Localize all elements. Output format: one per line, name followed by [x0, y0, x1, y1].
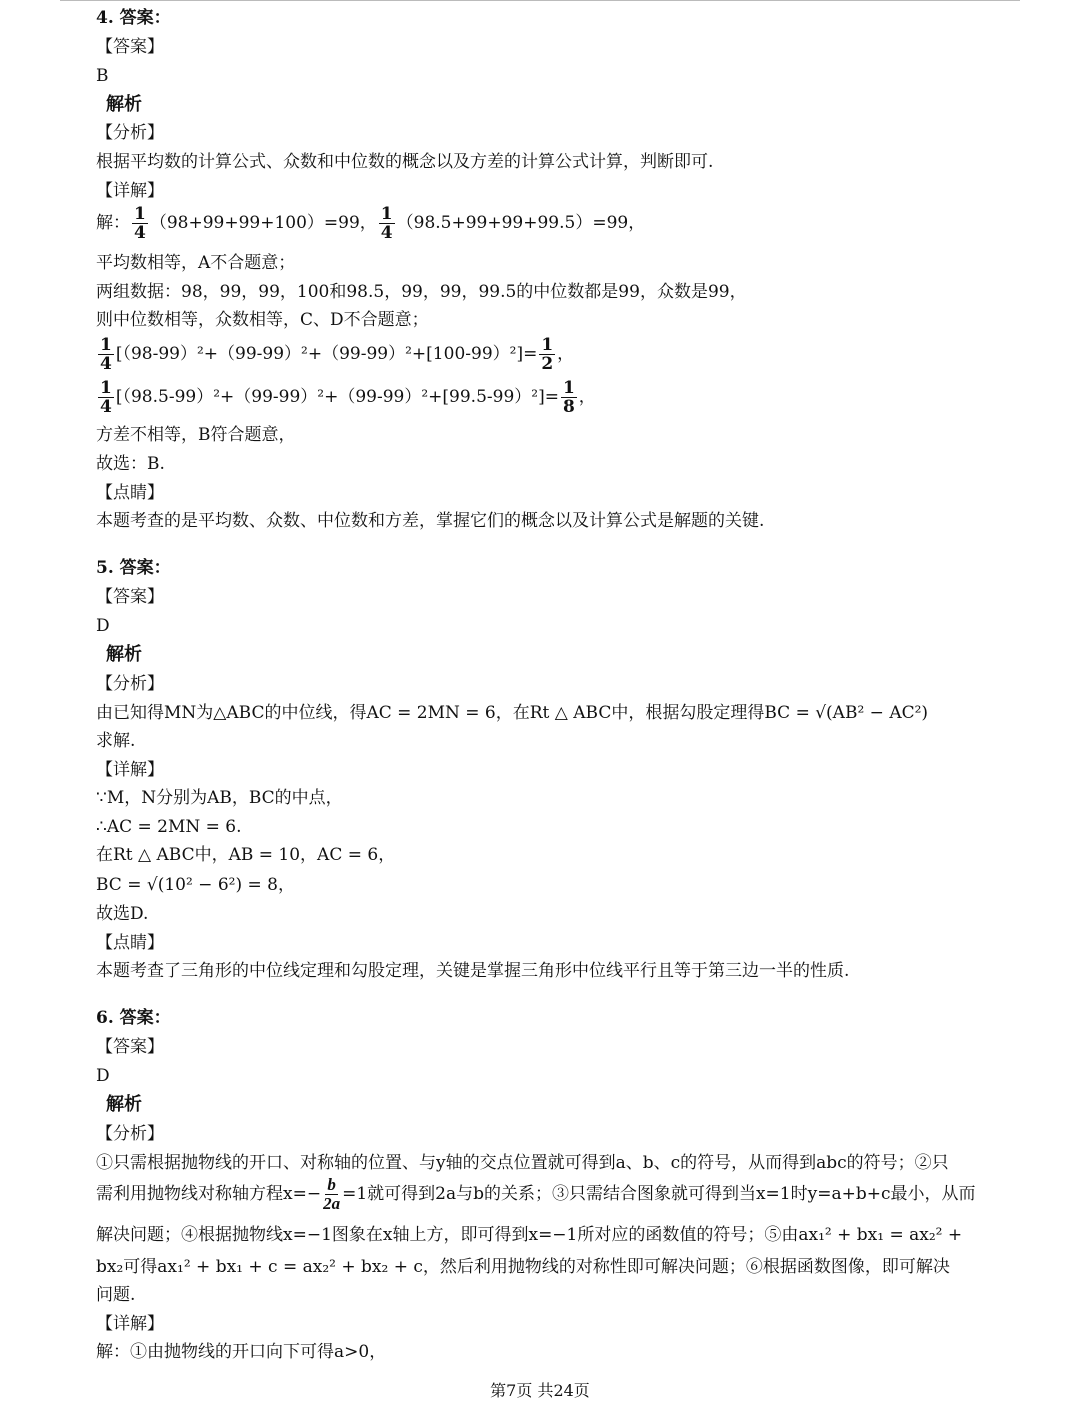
denominator: 4 — [100, 397, 112, 417]
q5-analysis-2: 求解. — [96, 731, 136, 751]
denominator: 2a — [323, 1194, 341, 1213]
text: 解： — [96, 213, 130, 233]
q4-variance-2: $\frac{1}{4}$ [（98.5-99）²+（99-99）²+（99-99）²+[99.5-99）²]= $\frac{1}{8}$ ， — [100, 378, 596, 417]
q4-jiexi: 解析 — [106, 94, 142, 115]
q5-detail-4: BC = √(10² − 6²) = 8， — [96, 875, 295, 895]
numerator: b — [327, 1175, 336, 1194]
denominator: 4 — [134, 223, 146, 243]
text: （98+99+99+100）=99， — [149, 213, 377, 233]
fraction — [561, 379, 577, 416]
text: [（98-99）²+（99-99）²+（99-99）²+[100-99）²]= — [115, 344, 538, 364]
q6-analysis-1: ①只需根据抛物线的开口、对称轴的位置、与y轴的交点位置就可得到a、b、c的符号，从而得到abc的符号；②只 — [96, 1153, 949, 1173]
top-divider — [60, 0, 1020, 1]
numerator: 1 — [541, 335, 554, 355]
fraction — [379, 205, 395, 242]
q5-comment: 本题考查了三角形的中位线定理和勾股定理，关键是掌握三角形中位线平行且等于第三边一半的性质. — [96, 961, 850, 981]
q4-analysis: 根据平均数的计算公式、众数和中位数的概念以及方差的计算公式计算，判断即可. — [96, 152, 714, 172]
fraction — [98, 379, 114, 416]
q5-title: 5. 答案： — [96, 558, 171, 578]
q4-detail-line2: 平均数相等，A不合题意； — [96, 253, 296, 273]
q4-detail-line3: 两组数据：98，99，99，100和98.5，99，99，99.5的中位数都是99，众数是99， — [96, 282, 747, 302]
q6-title: 6. 答案： — [96, 1008, 171, 1028]
q5-answer-tag: 【答案】 — [96, 587, 164, 607]
denominator: 8 — [562, 397, 575, 417]
numerator: 1 — [100, 378, 112, 398]
q4-title: 4. 答案： — [96, 8, 171, 28]
numerator: 1 — [100, 335, 112, 355]
q5-detail-2: ∴AC = 2MN = 6. — [96, 817, 242, 837]
q4-detail-line1 — [96, 205, 645, 242]
fraction — [132, 205, 148, 242]
q6-analysis-4: bx₂可得ax₁² + bx₁ + c = ax₂² + bx₂ + c，然后利用抛物线的对称性即可解决问题；⑥根据函数图像，即可解决 — [96, 1257, 950, 1277]
text: 需利用抛物线对称轴方程x=− — [96, 1184, 322, 1204]
q5-comment-tag: 【点睛】 — [96, 933, 164, 953]
q6-analysis-tag: 【分析】 — [96, 1124, 164, 1144]
q4-comment: 本题考查的是平均数、众数、中位数和方差，掌握它们的概念以及计算公式是解题的关键. — [96, 511, 765, 531]
q5-jiexi: 解析 — [106, 644, 142, 665]
fraction — [98, 336, 114, 373]
q5-detail-tag: 【详解】 — [96, 760, 164, 780]
q5-detail-5: 故选D. — [96, 904, 149, 924]
q6-analysis-5: 问题. — [96, 1285, 136, 1305]
q4-answer-tag: 【答案】 — [96, 37, 164, 57]
page-number: 第7页 共24页 — [490, 1381, 590, 1400]
denominator: 4 — [100, 354, 112, 374]
q4-variance-1: $\frac{1}{4}$ [（98-99）²+（99-99）²+（99-99）²+[100-99）²]= $\frac{1}{2}$ ， — [100, 335, 575, 374]
q6-jiexi: 解析 — [106, 1094, 142, 1115]
q6-detail-tag: 【详解】 — [96, 1314, 164, 1334]
q4-detail-tag: 【详解】 — [96, 181, 164, 201]
q6-analysis-2 — [96, 1176, 976, 1213]
q4-answer: B — [96, 66, 109, 86]
text: [（98.5-99）²+（99-99）²+（99-99）²+[99.5-99）²]= — [115, 387, 559, 407]
q6-analysis-3: 解决问题；④根据抛物线x=−1图象在x轴上方，即可得到x=−1所对应的函数值的符号；⑤由ax₁² + bx₁ = ax₂² + — [96, 1225, 963, 1245]
q5-analysis-tag: 【分析】 — [96, 674, 164, 694]
fraction — [323, 1176, 340, 1213]
denominator: 4 — [380, 223, 393, 243]
numerator: 1 — [562, 378, 575, 398]
q4-comment-tag: 【点睛】 — [96, 483, 164, 503]
q4-analysis-tag: 【分析】 — [96, 123, 164, 143]
numerator: 1 — [134, 204, 146, 224]
denominator: 2 — [541, 354, 554, 374]
q5-detail-3: 在Rt △ ABC中，AB = 10，AC = 6， — [96, 845, 396, 865]
q4-detail-line7: 方差不相等，B符合题意， — [96, 425, 296, 445]
q4-detail-line4: 则中位数相等，众数相等，C、D不合题意； — [96, 310, 429, 330]
q5-detail-1: ∵M，N分别为AB，BC的中点， — [96, 788, 343, 808]
text: =1就可得到2a与b的关系；③只需结合图象就可得到当x=1时y=a+b+c最小，从而 — [342, 1184, 976, 1204]
q5-analysis-1: 由已知得MN为△ABC的中位线，得AC = 2MN = 6，在Rt △ ABC中，根据勾股定理得BC = √(AB² − AC²) — [96, 703, 929, 723]
numerator: 1 — [380, 204, 393, 224]
fraction — [539, 336, 555, 373]
q4-detail-line8: 故选：B. — [96, 454, 165, 474]
q6-detail-1: 解：①由抛物线的开口向下可得a>0， — [96, 1342, 387, 1362]
q6-answer-tag: 【答案】 — [96, 1037, 164, 1057]
q6-answer: D — [96, 1066, 110, 1086]
q5-answer: D — [96, 616, 110, 636]
text: （98.5+99+99+99.5）=99， — [396, 213, 646, 233]
